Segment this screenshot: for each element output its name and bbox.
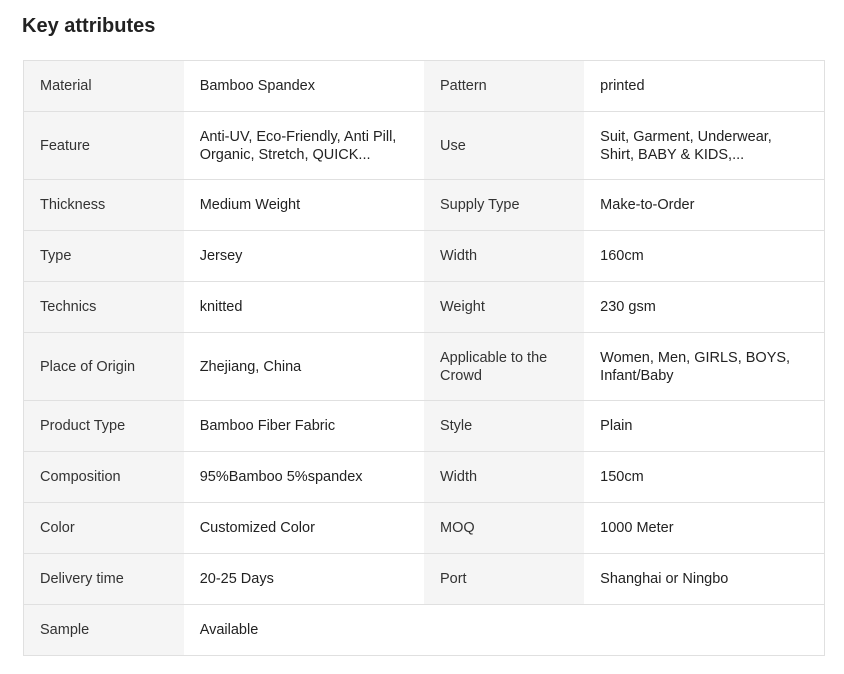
attribute-value bbox=[184, 112, 424, 180]
attribute-row bbox=[24, 452, 825, 503]
attribute-value-text: Anti-UV, Eco-Friendly, Anti Pill, Organic, Stretch, QUICK... bbox=[199, 128, 397, 163]
attribute-value-text: Suit, Garment, Underwear, Shirt, BABY & KIDS,... bbox=[600, 128, 772, 163]
attribute-label: Port bbox=[424, 554, 584, 605]
attribute-label: Place of Origin bbox=[24, 333, 184, 401]
attribute-label: Pattern bbox=[424, 61, 584, 112]
empty-cell bbox=[584, 605, 824, 656]
empty-cell bbox=[424, 605, 584, 656]
attribute-label: Composition bbox=[24, 452, 184, 503]
attribute-row bbox=[24, 503, 825, 554]
attribute-label: Weight bbox=[424, 282, 584, 333]
attribute-value: Bamboo Spandex bbox=[184, 61, 424, 112]
attribute-value: printed bbox=[584, 61, 824, 112]
attribute-row bbox=[24, 231, 825, 282]
attribute-row bbox=[24, 282, 825, 333]
attribute-label: Type bbox=[24, 231, 184, 282]
attribute-value: 160cm bbox=[584, 231, 824, 282]
attribute-row bbox=[24, 333, 825, 401]
attribute-value: 20-25 Days bbox=[184, 554, 424, 605]
attribute-label: Delivery time bbox=[24, 554, 184, 605]
attribute-value: 1000 Meter bbox=[584, 503, 824, 554]
attribute-row bbox=[24, 554, 825, 605]
attribute-row bbox=[24, 605, 825, 656]
attribute-value: 150cm bbox=[584, 452, 824, 503]
attribute-label: Material bbox=[24, 61, 184, 112]
attribute-value: Medium Weight bbox=[184, 180, 424, 231]
attribute-value: 95%Bamboo 5%spandex bbox=[184, 452, 424, 503]
section-title: Key attributes bbox=[22, 15, 156, 37]
attribute-value: Shanghai or Ningbo bbox=[584, 554, 824, 605]
attribute-label: Technics bbox=[24, 282, 184, 333]
attribute-value-text: Women, Men, GIRLS, BOYS, Infant/Baby bbox=[600, 349, 791, 384]
attribute-row bbox=[24, 61, 825, 112]
attribute-value: Plain bbox=[584, 401, 824, 452]
attribute-row bbox=[24, 401, 825, 452]
attribute-label: Feature bbox=[24, 112, 184, 180]
attribute-label: Style bbox=[424, 401, 584, 452]
attribute-value: knitted bbox=[184, 282, 424, 333]
attribute-label: Color bbox=[24, 503, 184, 554]
attribute-label: Use bbox=[424, 112, 584, 180]
attribute-label: Applicable to the Crowd bbox=[424, 333, 584, 401]
attribute-row bbox=[24, 180, 825, 231]
attribute-value: Customized Color bbox=[184, 503, 424, 554]
attribute-label: Sample bbox=[24, 605, 184, 656]
attribute-label: Width bbox=[424, 452, 584, 503]
attribute-value: Zhejiang, China bbox=[184, 333, 424, 401]
attribute-label: Width bbox=[424, 231, 584, 282]
attribute-label: MOQ bbox=[424, 503, 584, 554]
attribute-label: Thickness bbox=[24, 180, 184, 231]
key-attributes-table bbox=[23, 60, 825, 656]
attribute-value: Jersey bbox=[184, 231, 424, 282]
attribute-value bbox=[584, 333, 824, 401]
attribute-value: 230 gsm bbox=[584, 282, 824, 333]
attribute-label: Product Type bbox=[24, 401, 184, 452]
attribute-label: Supply Type bbox=[424, 180, 584, 231]
attribute-value bbox=[584, 112, 824, 180]
attribute-value: Make-to-Order bbox=[584, 180, 824, 231]
attribute-value: Bamboo Fiber Fabric bbox=[184, 401, 424, 452]
attribute-value: Available bbox=[184, 605, 424, 656]
attribute-row bbox=[24, 112, 825, 180]
